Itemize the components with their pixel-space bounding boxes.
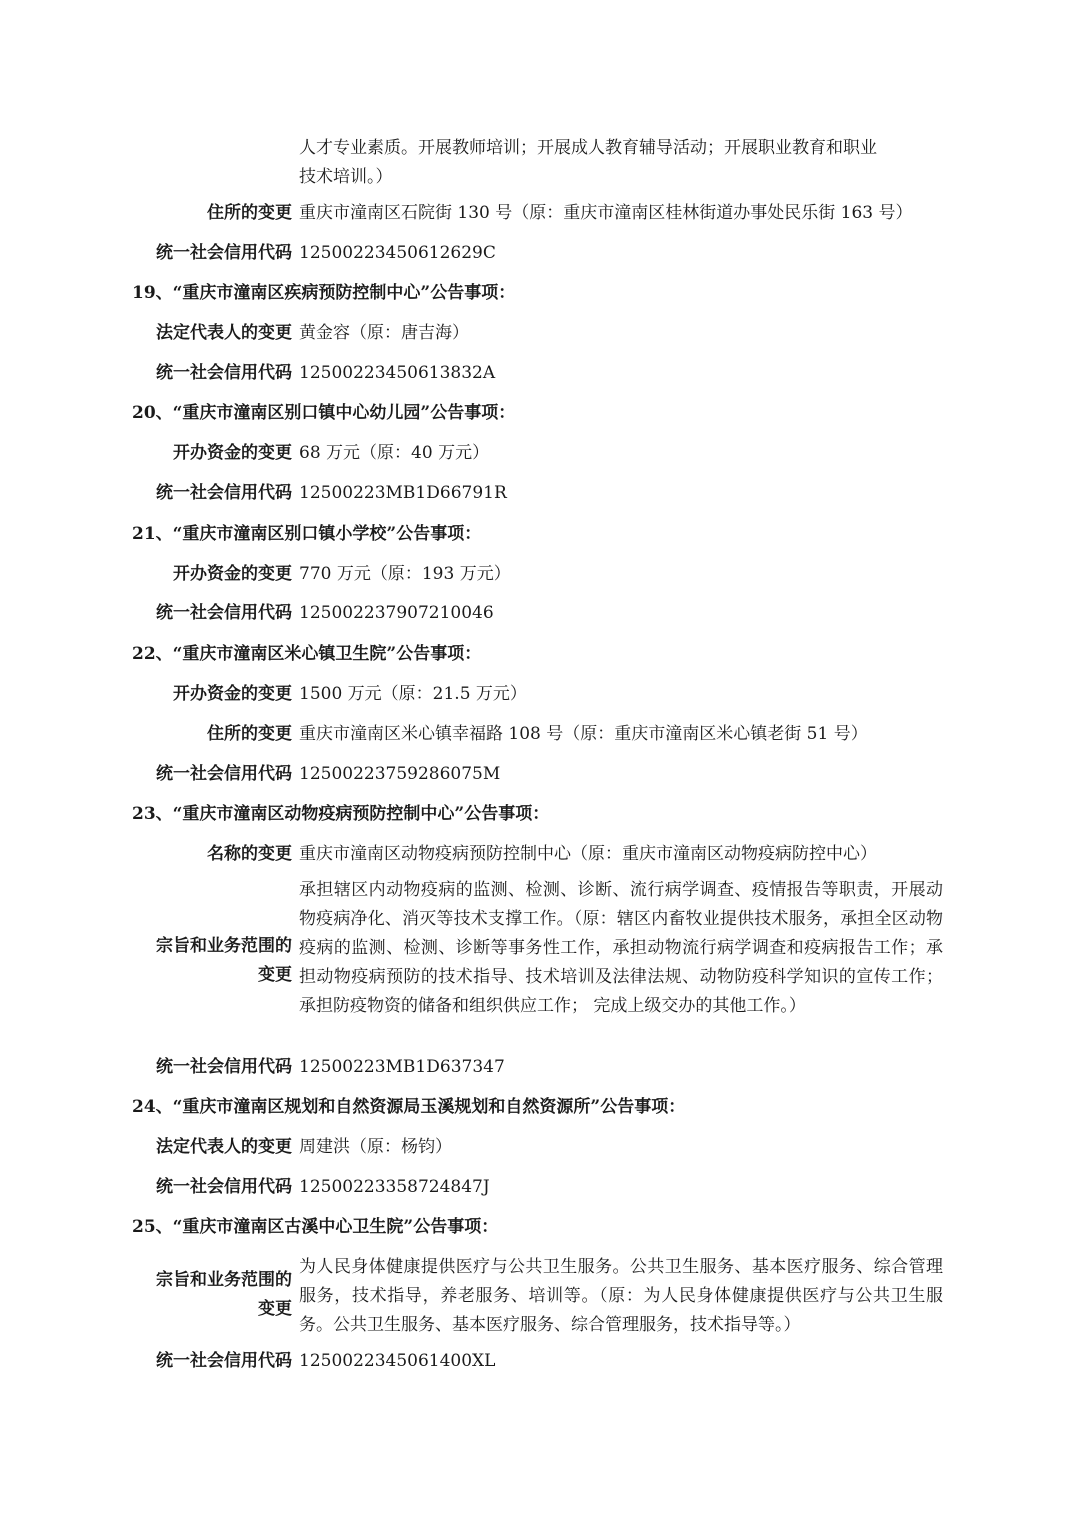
field-label: 统一社会信用代码 (156, 1057, 292, 1077)
field-label: 统一社会信用代码 (156, 243, 292, 263)
section-heading-24: 24、“重庆市潼南区规划和自然资源局玉溪规划和自然资源所”公告事项： (132, 1097, 686, 1117)
field-label: 住所的变更 (207, 203, 292, 223)
field-label: 统一社会信用代码 (156, 603, 292, 623)
field-value: 1500 万元（原：21.5 万元） (299, 684, 527, 704)
continuation-line-1: 人才专业素质。开展教师培训；开展成人教育辅导活动；开展职业教育和职业 (299, 138, 877, 158)
field-value: 1250022345061400XL (299, 1351, 496, 1371)
field-value: 12500223450613832A (299, 363, 496, 383)
field-value: 68 万元（原：40 万元） (299, 443, 490, 463)
field-label: 名称的变更 (207, 844, 292, 864)
field-label-line1: 宗旨和业务范围的 (156, 936, 292, 956)
field-label: 开办资金的变更 (173, 684, 292, 704)
field-label: 开办资金的变更 (173, 564, 292, 584)
field-value-paragraph: 为人民身体健康提供医疗与公共卫生服务。公共卫生服务、基本医疗服务、综合管理服务，技术指导，养老服务、培训等。（原：为人民身体健康提供医疗与公共卫生服务。公共卫生服务、基本医疗服务、综合管理服务，技术指导等。） (299, 1257, 943, 1335)
field-value: 黄金容（原：唐吉海） (299, 323, 469, 343)
field-value: 12500223759286075M (299, 764, 501, 784)
field-label: 统一社会信用代码 (156, 764, 292, 784)
field-value: 12500223MB1D66791R (299, 483, 507, 503)
field-value: 770 万元（原：193 万元） (299, 564, 511, 584)
field-label-line1: 宗旨和业务范围的 (156, 1270, 292, 1290)
field-value: 重庆市潼南区石院街 130 号（原：重庆市潼南区桂林街道办事处民乐街 163 号） (299, 203, 913, 223)
field-value: 12500223358724847J (299, 1177, 490, 1197)
field-label: 统一社会信用代码 (156, 1351, 292, 1371)
field-value-paragraph: 承担辖区内动物疫病的监测、检测、诊断、流行病学调查、疫情报告等职责，开展动物疫病净化、消灭等技术支撑工作。（原：辖区内畜牧业提供技术服务，承担全区动物疫病的监测、检测、诊断等事务性工作，承担动物流行病学调查和疫病报告工作；承担动物疫病预防的技术指导、技术培训及法律法规、动物防疫科学知识的宣传工作；承担防疫物资的储备和组织供应工作； 完成上级交办的其他工作。） (299, 880, 943, 1016)
field-label: 统一社会信用代码 (156, 363, 292, 383)
field-label: 法定代表人的变更 (156, 323, 292, 343)
field-value: 125002237907210046 (299, 603, 494, 623)
field-value: 重庆市潼南区动物疫病预防控制中心（原：重庆市潼南区动物疫病防控中心） (299, 844, 877, 864)
section-heading-20: 20、“重庆市潼南区别口镇中心幼儿园”公告事项： (132, 403, 516, 423)
field-label-line2: 变更 (258, 1299, 292, 1319)
section-heading-23: 23、“重庆市潼南区动物疫病预防控制中心”公告事项： (132, 804, 550, 824)
section-heading-25: 25、“重庆市潼南区古溪中心卫生院”公告事项： (132, 1217, 499, 1237)
field-value: 重庆市潼南区米心镇幸福路 108 号（原：重庆市潼南区米心镇老街 51 号） (299, 724, 868, 744)
field-label-line2: 变更 (258, 965, 292, 985)
field-label: 住所的变更 (207, 724, 292, 744)
field-label: 法定代表人的变更 (156, 1137, 292, 1157)
field-value: 周建洪（原：杨钧） (299, 1137, 452, 1157)
field-label: 开办资金的变更 (173, 443, 292, 463)
field-value: 12500223MB1D637347 (299, 1057, 505, 1077)
field-label: 统一社会信用代码 (156, 483, 292, 503)
section-heading-19: 19、“重庆市潼南区疾病预防控制中心”公告事项： (132, 283, 516, 303)
field-label: 统一社会信用代码 (156, 1177, 292, 1197)
section-heading-21: 21、“重庆市潼南区别口镇小学校”公告事项： (132, 524, 482, 544)
section-heading-22: 22、“重庆市潼南区米心镇卫生院”公告事项： (132, 644, 482, 664)
field-value: 12500223450612629C (299, 243, 496, 263)
continuation-line-2: 技术培训。） (299, 167, 393, 187)
